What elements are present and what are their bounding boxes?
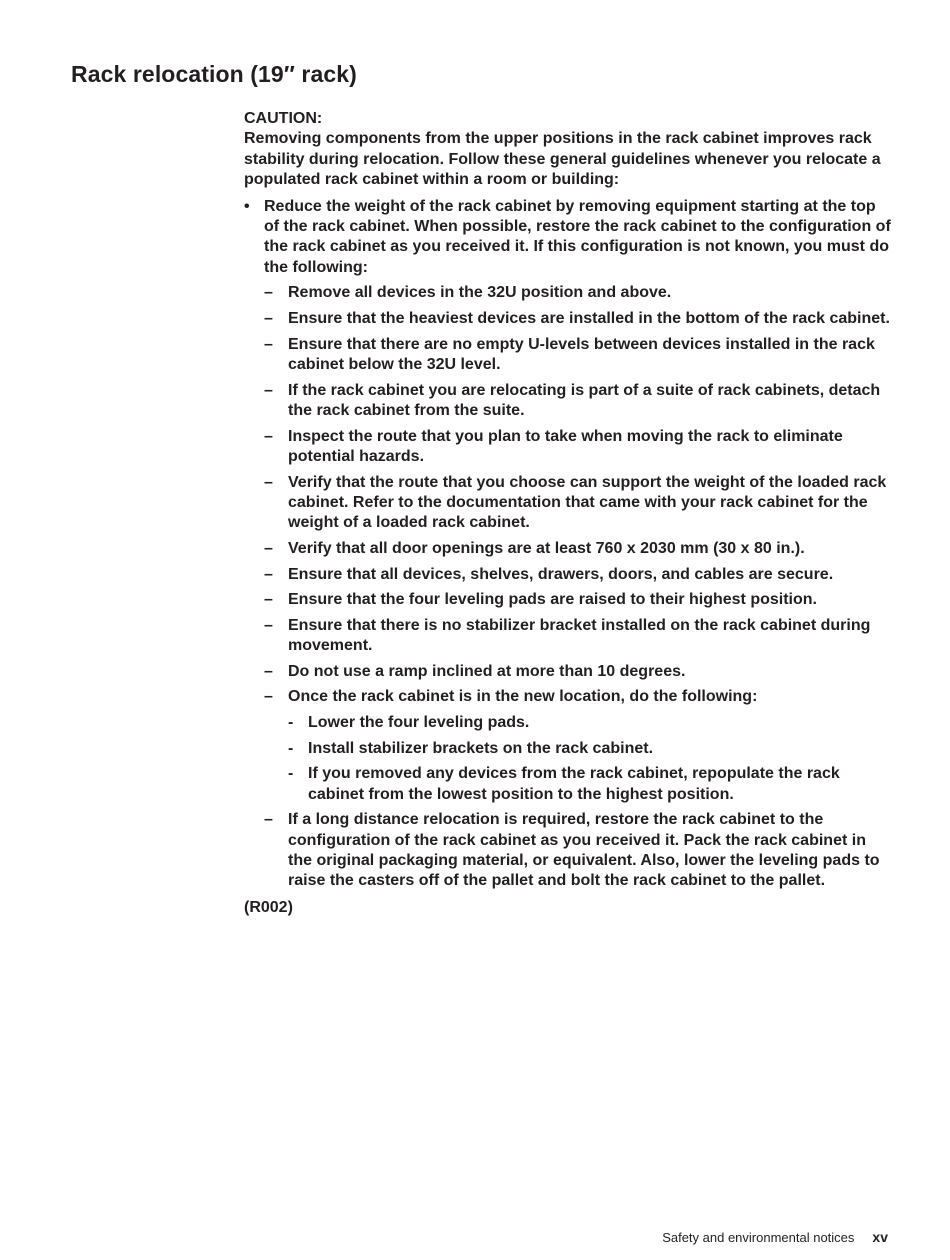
- bullet-marker: •: [244, 197, 250, 215]
- dash-marker: –: [264, 616, 273, 634]
- dash-marker: –: [264, 811, 273, 829]
- step-text: Inspect the route that you plan to take when moving the rack to eliminate potential hazards.: [288, 427, 843, 466]
- dash-marker: –: [264, 473, 273, 491]
- dash-marker: –: [264, 688, 273, 706]
- step-item: [264, 616, 894, 657]
- step-item: [264, 309, 894, 329]
- step-text: Verify that the route that you choose can support the weight of the loaded rack cabinet. Refer to the documentation that came with your rack cabinet for the weight of a loaded rack cabinet.: [288, 473, 887, 532]
- footer-section-title: Safety and environmental notices: [662, 1230, 855, 1245]
- step-item: [264, 687, 894, 805]
- substep-item: [288, 713, 894, 733]
- step-text: Remove all devices in the 32U position and above.: [288, 284, 672, 302]
- dash-marker: –: [264, 335, 273, 353]
- substep-item: [288, 739, 894, 759]
- step-text: Ensure that there is no stabilizer bracket installed on the rack cabinet during movement.: [288, 616, 871, 655]
- step-item: [264, 662, 894, 682]
- hyphen-marker: -: [288, 714, 294, 731]
- notice-reference-code: (R002): [244, 898, 293, 916]
- page-number: xv: [872, 1229, 888, 1245]
- step-text: Verify that all door openings are at least 760 x 2030 mm (30 x 80 in.).: [288, 540, 805, 558]
- dash-marker: –: [264, 381, 273, 399]
- caution-label: CAUTION:: [244, 110, 323, 127]
- dash-marker: –: [264, 565, 273, 583]
- step-text: Ensure that the heaviest devices are installed in the bottom of the rack cabinet.: [288, 310, 890, 328]
- substep-text: If you removed any devices from the rack cabinet, repopulate the rack cabinet from the lowest position to the highest position.: [308, 765, 840, 803]
- dash-marker: –: [264, 310, 273, 328]
- dash-marker: –: [264, 591, 273, 609]
- step-text: Ensure that the four leveling pads are raised to their highest position.: [288, 591, 817, 609]
- step-item: [264, 539, 894, 559]
- step-text: Once the rack cabinet is in the new location, do the following:: [288, 688, 758, 706]
- guideline-text: Reduce the weight of the rack cabinet by removing equipment starting at the top of the rack cabinet. When possible, restore the rack cabinet to the configuration of the rack cabinet as you received it. If this configuration is not known, you must do the following:: [264, 197, 891, 276]
- step-text: Ensure that all devices, shelves, drawers, doors, and cables are secure.: [288, 565, 834, 583]
- step-item: [264, 335, 894, 376]
- step-item: [264, 473, 894, 534]
- hyphen-marker: -: [288, 765, 294, 783]
- dash-marker: –: [264, 662, 273, 680]
- dash-marker: –: [264, 284, 273, 302]
- caution-notice: [244, 109, 894, 918]
- step-list: [264, 283, 894, 891]
- dash-marker: –: [264, 427, 273, 445]
- page-footer: [662, 1228, 888, 1247]
- step-text: Ensure that there are no empty U-levels between devices installed in the rack cabinet below the 32U level.: [288, 335, 875, 374]
- step-item: [264, 810, 894, 892]
- page-title: Rack relocation (19″ rack): [71, 61, 357, 87]
- step-item: [264, 381, 894, 422]
- guideline-list: [244, 197, 894, 892]
- substep-text: Lower the four leveling pads.: [308, 714, 530, 731]
- step-text: Do not use a ramp inclined at more than 10 degrees.: [288, 662, 686, 680]
- hyphen-marker: -: [288, 739, 294, 757]
- substep-text: Install stabilizer brackets on the rack cabinet.: [308, 739, 654, 757]
- step-item: [264, 427, 894, 468]
- step-text: If the rack cabinet you are relocating is part of a suite of rack cabinets, detach the rack cabinet from the suite.: [288, 381, 881, 420]
- caution-intro: Removing components from the upper positions in the rack cabinet improves rack stability during relocation. Follow these general guidelines whenever you relocate a populated rack cabinet within a room or building:: [244, 130, 881, 189]
- substep-item: [288, 764, 894, 805]
- step-item: [264, 283, 894, 303]
- dash-marker: –: [264, 540, 273, 558]
- step-item: [264, 590, 894, 610]
- step-text: If a long distance relocation is required, restore the rack cabinet to the configuration of the rack cabinet as you received it. Pack the rack cabinet in the original packaging material, or equivalent. Also, lower the leveling pads to raise the casters off of the pallet and bolt the rack cabinet to the pallet.: [288, 811, 880, 890]
- step-item: [264, 565, 894, 585]
- guideline-item: [244, 197, 894, 892]
- substep-list: [288, 713, 894, 805]
